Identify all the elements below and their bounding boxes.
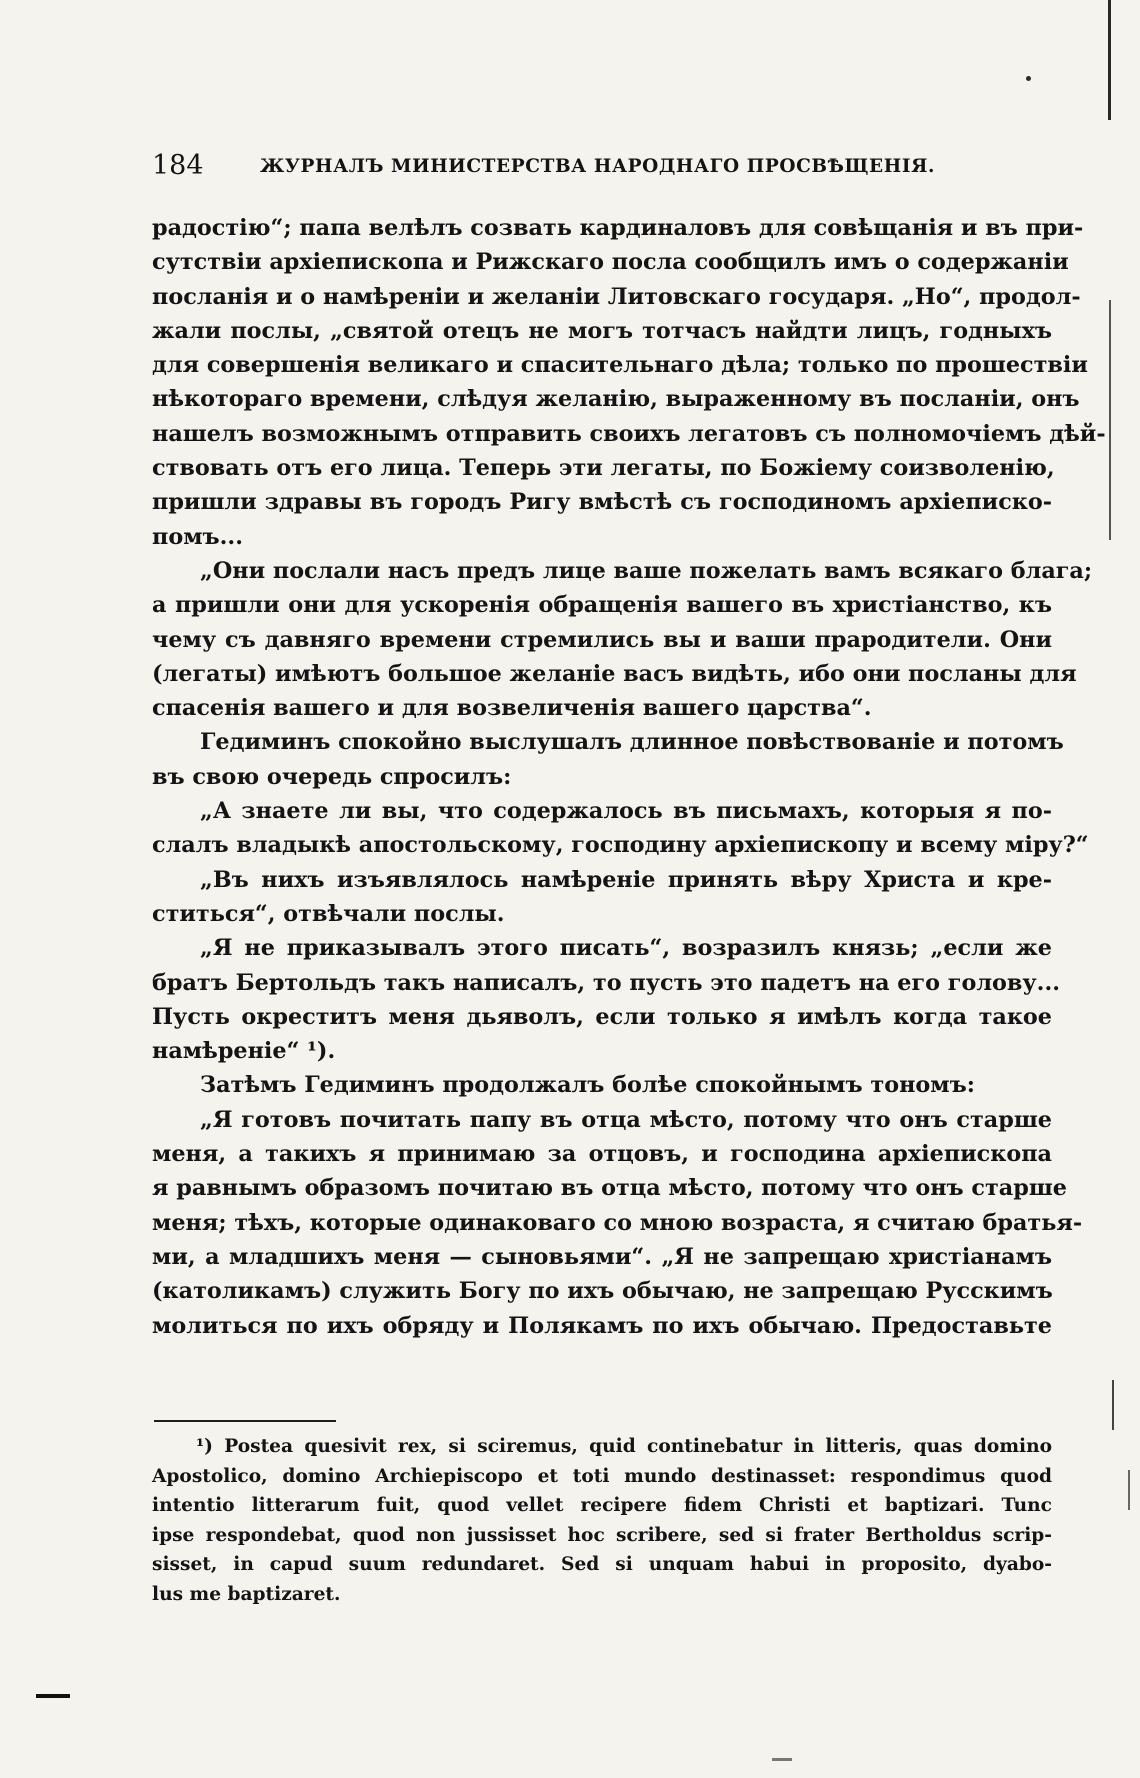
text-line: жали послы, „святой отецъ не могъ тотчасъ найдти лицъ, годныхъ — [152, 317, 1052, 344]
text-line: молиться по ихъ обряду и Полякамъ по ихъ обычаю. Предоставьте — [152, 1312, 1052, 1339]
text-line: ститься“, отвѣчали послы. — [152, 900, 505, 927]
text-line: въ свою очередь спросилъ: — [152, 763, 512, 790]
text-line: помъ... — [152, 523, 243, 550]
text-line: для совершенія великаго и спасительнаго дѣла; только по прошествіи — [152, 352, 1088, 379]
scan-edge-mark — [1109, 300, 1111, 540]
text-line: намѣреніе“ ¹). — [152, 1038, 336, 1065]
text-line: (легаты) имѣютъ большое желаніе васъ видѣть, ибо они посланы для — [152, 660, 1077, 687]
footnote-divider — [154, 1420, 336, 1422]
text-line: пришли здравы въ городъ Ригу вмѣстѣ съ господиномъ архіеписко- — [152, 489, 1052, 516]
text-line: „Я готовъ почитать папу въ отца мѣсто, потому что онъ старше — [200, 1106, 1052, 1133]
text-line: Затѣмъ Гедиминъ продолжалъ болѣе спокойнымъ тономъ: — [200, 1072, 975, 1099]
footnote-line: sisset, in capud suum redundaret. Sed si unquam habui in proposito, dyabo- — [152, 1554, 1052, 1576]
text-line: чему съ давняго времени стремились вы и ваши прародители. Они — [152, 626, 1052, 653]
scan-edge-mark — [1108, 0, 1111, 120]
text-line: меня; тѣхъ, которые одинаковаго со мною возраста, я считаю братья- — [152, 1209, 1083, 1236]
text-line: нашелъ возможнымъ отправить своихъ легатовъ съ полномочіемъ дѣй- — [152, 420, 1106, 447]
scan-dot — [1026, 76, 1031, 81]
text-line: Пусть окреститъ меня дьяволъ, если только я имѣлъ когда такое — [152, 1003, 1052, 1030]
page-header — [152, 150, 1062, 190]
text-line: „А знаете ли вы, что содержалось въ письмахъ, которыя я по- — [200, 798, 1052, 825]
text-line: я равнымъ образомъ почитаю въ отца мѣсто, потому что онъ старше — [152, 1175, 1067, 1202]
text-line: посланія и о намѣреніи и желаніи Литовскаго государя. „Но“, продол- — [152, 283, 1081, 310]
text-line: а пришли они для ускоренія обращенія вашего въ христіанство, къ — [152, 592, 1052, 619]
text-line: спасенія вашего и для возвеличенія вашего царства“. — [152, 695, 872, 722]
text-line: ствовать отъ его лица. Теперь эти легаты, по Божіему соизволенію, — [152, 455, 1055, 482]
text-line: радостію“; папа велѣлъ созвать кардиналовъ для совѣщанія и въ при- — [152, 215, 1084, 241]
footnote-line: intentio litterarum fuit, quod vellet recipere fidem Christi et baptizari. Tunc — [152, 1495, 1052, 1517]
text-line: (католикамъ) служить Богу по ихъ обычаю, не запрещаю Русскимъ — [152, 1278, 1053, 1305]
footnote-line: ¹) Postea quesivit rex, si sciremus, quid continebatur in litteris, quas domino — [196, 1436, 1052, 1457]
text-line: ми, а младшихъ меня — сыновьями“. „Я не запрещаю христіанамъ — [152, 1243, 1052, 1270]
running-title: ЖУРНАЛЪ МИНИСТЕРСТВА НАРОДНАГО ПРОСВѢЩЕНІЯ. — [260, 156, 936, 177]
text-line: нѣкотораго времени, слѣдуя желанію, выраженному въ посланіи, онъ — [152, 386, 1080, 413]
scan-edge-mark — [1128, 1470, 1130, 1510]
text-line: „Они послали насъ предъ лице ваше пожелать вамъ всякаго блага; — [200, 557, 1093, 584]
text-line: Гедиминъ спокойно выслушалъ длинное повѣствованіе и потомъ — [200, 729, 1064, 756]
scan-edge-mark — [36, 1694, 70, 1698]
text-line: меня, а такихъ я принимаю за отцовъ, и господина архіепископа — [152, 1141, 1052, 1168]
scan-edge-mark — [1112, 1380, 1114, 1430]
text-line: сутствіи архіепископа и Рижскаго посла сообщилъ имъ о содержаніи — [152, 249, 1069, 276]
footnote-line: ipse respondebat, quod non jussisset hoc scribere, sed si frater Bertholdus scrip- — [152, 1524, 1052, 1546]
text-line: „Въ нихъ изъявлялось намѣреніе принять вѣру Христа и кре- — [200, 866, 1052, 893]
text-line: братъ Бертольдъ такъ написалъ, то пусть это падетъ на его голову... — [152, 969, 1060, 996]
text-line: „Я не приказывалъ этого писать“, возразилъ князь; „если же — [200, 935, 1052, 962]
page-number: 184 — [152, 150, 204, 181]
main-text — [152, 211, 1106, 1343]
footnote-line: lus me baptizaret. — [152, 1583, 341, 1605]
footnote — [152, 1432, 1052, 1610]
text-line: слалъ владыкѣ апостольскому, господину архіепископу и всему міру?“ — [152, 832, 1089, 859]
footnote-line: Apostolico, domino Archiepiscopo et toti mundo destinasset: respondimus quod — [152, 1465, 1052, 1487]
scan-dot — [772, 1758, 792, 1761]
